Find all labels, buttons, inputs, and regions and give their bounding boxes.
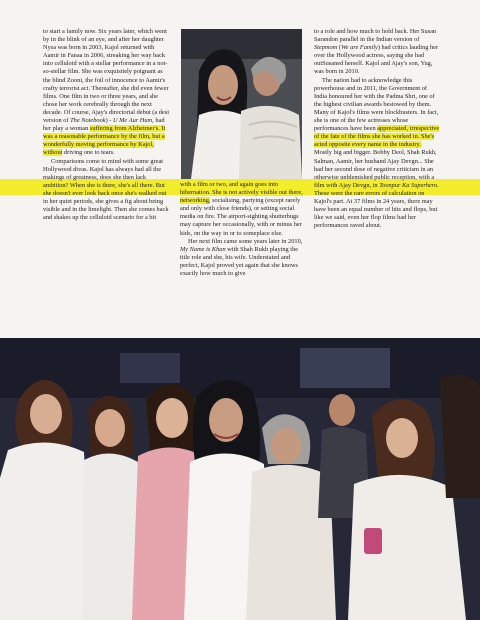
highlighted-text: with a film or two, and again goes into hibernation. She is not actively visible out there, networking, — [180, 181, 303, 205]
paragraph: Her next film came some years later in 2010, My Name is Khan with Shah Rukh playing the title role and she, his wife. Understated and perfect, Kajol proved yet again that she knows exactly how much to give — [180, 237, 303, 278]
paragraph: with a film or two, and again goes into hibernation. She is not actively visible out there, networking, socialising, partying (except rarely and only with close friends), or setting social media on fire. The airport-sighting shutterbugs may capture her occasionally, with or minus her kids, on the way in or to someplace else. — [180, 181, 303, 237]
paragraph: Comparisons come to mind with some great Hollywood divas. Kajol has always had all the makings of greatness, does she then lack ambition? When she is there, she's all there. But she doesn't ever look back once she's walked out in her quiet periods, she gives a fig about being visible and in the limelight. Then she comes back and shakes up the celluloid scenario for a bit — [43, 157, 169, 222]
photo-illustration — [0, 338, 480, 620]
paragraph: to a role and how much to hold back. Her Susan Sarandon parallel in the Indian version of Stepmom (We are Family) had critics lauding her over the Hollywood actress, saying she had outSusaned herself. Kajol and Ajay's son, Yug, was born in 2010. — [314, 28, 439, 76]
highlighted-text: suffering from Alzheimer's. It was a reasonable performance by the film, but a wonderfully moving performance by Kajol, without — [43, 125, 166, 157]
text-column-1 — [43, 28, 170, 222]
photo-illustration — [181, 29, 302, 179]
highlighted-text: appreciated, irrespective of the fate of the films she has worked in. She's acted opposite every name in the industry. — [314, 125, 440, 149]
paragraph: to start a family now. Six years later, which went by in the blink of an eye, and after her daughter Nysa was born in 2003, Kajol returned with Aamir in Fanaa in 2006, streaking her way back into celluloid with a stellar performance in a not-so-stellar film. She was exquisitely poignant as the blind Zooni, the foil of innocence to Aamir's crafty terrorist act. Thereafter, she did even fewer films. One film in two or three years, and she chose her work cerebrally through the next decade. Of course, Ajay's directorial debut (a desi version of The Notebook) - U Me Aur Hum, had her play a woman suffering from Alzheimer's. It was a reasonable performance by the film, but a wonderfully moving performance by Kajol, without driving one to tears. — [43, 28, 170, 157]
photo-group-event — [0, 338, 480, 620]
photo-kajol-with-elder — [181, 29, 302, 179]
paragraph: The nation had to acknowledge this powerhouse and in 2011, the Government of India honoured her with the Padma Shri, one of the highest civilian awards bestowed by them. Many of Kajol's films were blockbusters. In fact, she is one of the few actresses whose performances have been appreciated, irrespective of the fate of the films she has worked in. She's acted opposite every name in the industry. Mostly big and bigger. Bobby Deol, Shah Rukh, Salman, Aamir, her husband Ajay Devgn... She had her second dose of negative criticism in an otherwise unblemished public reception, with a film with Ajay Devgn, in Toonpur Ka Superhero. These were the rare errors of calculation on Kajol's part. At 37 films in 24 years, there may have been an equal number of hits and flops, but like we said, even her flop films had her performances raved about. — [314, 76, 440, 230]
text-column-2 — [180, 181, 304, 278]
text-column-3 — [314, 28, 440, 230]
